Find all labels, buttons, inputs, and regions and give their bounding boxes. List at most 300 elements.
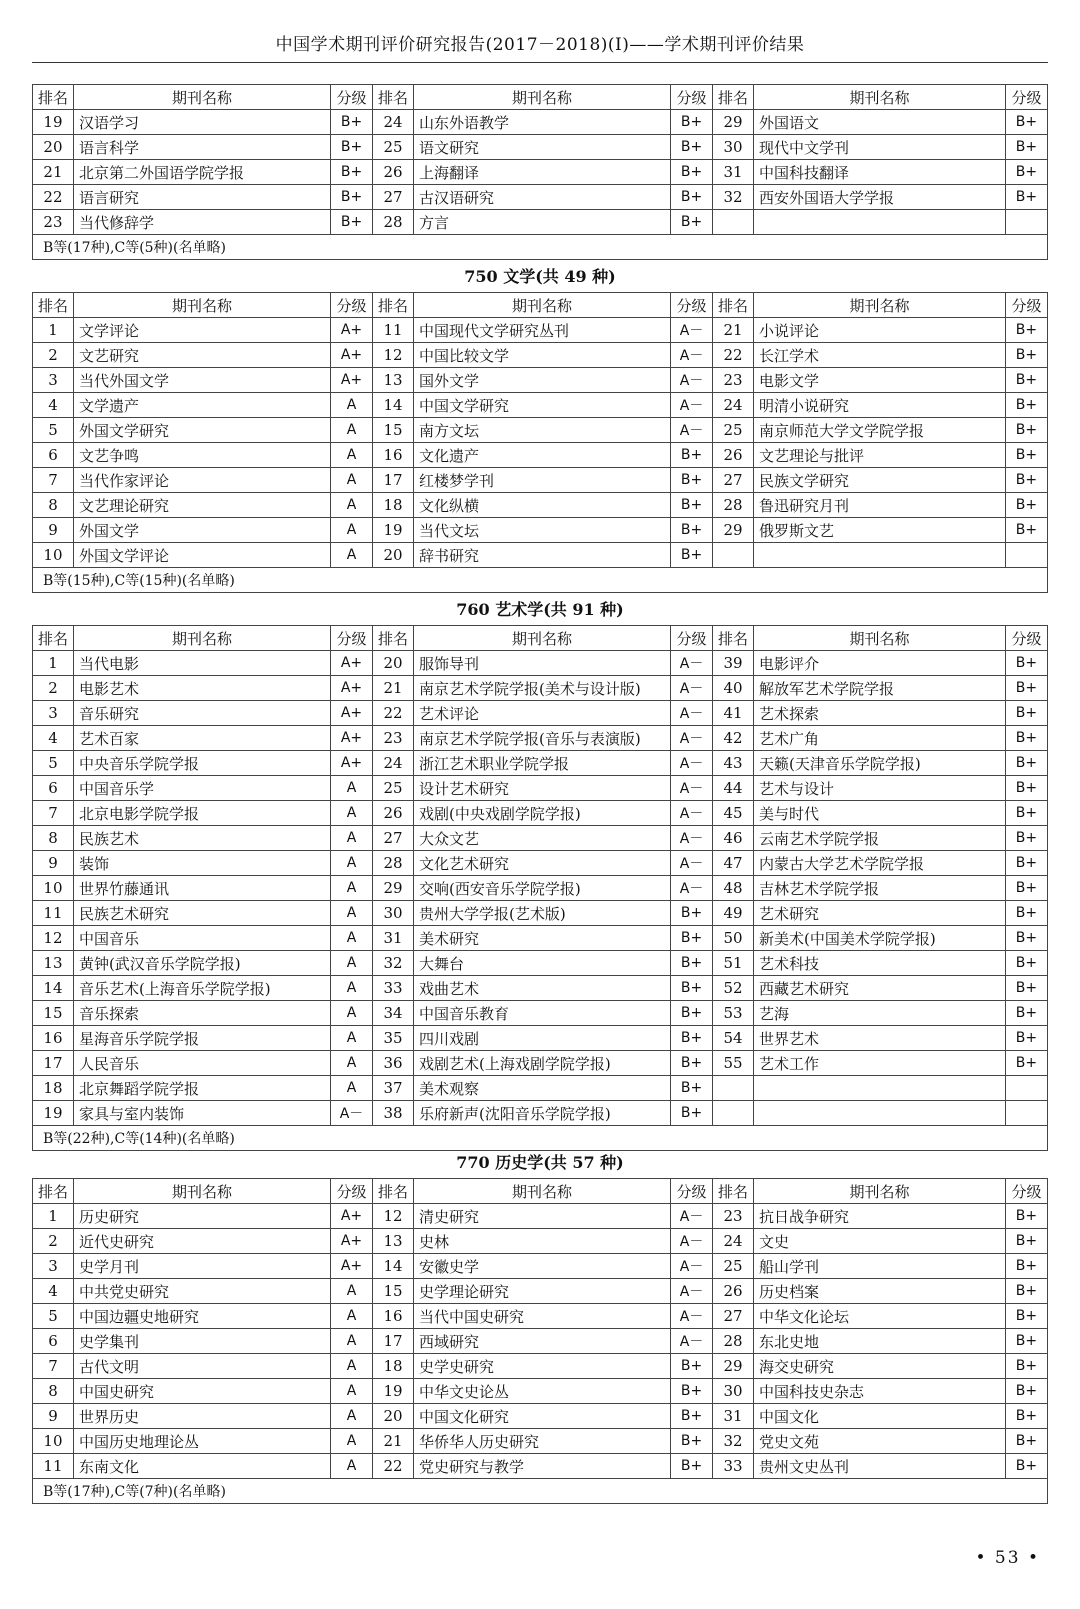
journal-name: 俄罗斯文艺 [753,518,1005,543]
journal-grade: A [331,1404,373,1429]
journal-name: 语言科学 [73,135,330,160]
journal-rank: 8 [33,1379,74,1404]
journal-grade: A－ [671,1254,713,1279]
journal-name: 华侨华人历史研究 [413,1429,670,1454]
journal-rank: 19 [373,518,414,543]
journal-name: 安徽史学 [413,1254,670,1279]
journal-rank: 35 [373,1026,414,1051]
journal-rank: 2 [33,676,74,701]
journal-rank: 8 [33,493,74,518]
journal-rank: 14 [373,1254,414,1279]
journal-rank: 5 [33,1304,74,1329]
journal-rank: 24 [373,751,414,776]
journal-rank: 13 [373,1229,414,1254]
table-row [33,210,1048,235]
table-row [33,1001,1048,1026]
journal-name: 中国科技翻译 [753,160,1005,185]
journal-rank: 9 [33,1404,74,1429]
journal-rank: 33 [373,976,414,1001]
journal-grade: A [331,926,373,951]
table-row [33,493,1048,518]
journal-name: 艺术科技 [753,951,1005,976]
journal-name: 西藏艺术研究 [753,976,1005,1001]
journal-rank: 22 [713,343,754,368]
journal-grade: A [331,1429,373,1454]
journal-name: 当代修辞学 [73,210,330,235]
table-row [33,318,1048,343]
journal-rank: 36 [373,1051,414,1076]
table-row [33,418,1048,443]
journal-grade: B+ [1005,1229,1047,1254]
journal-name: 历史研究 [73,1204,330,1229]
journal-name: 艺术研究 [753,901,1005,926]
journal-rank: 54 [713,1026,754,1051]
journal-grade: B+ [671,951,713,976]
journal-name: 史林 [413,1229,670,1254]
journal-name: 上海翻译 [413,160,670,185]
journal-name: 设计艺术研究 [413,776,670,801]
journal-grade: B+ [671,185,713,210]
journal-rank: 15 [373,418,414,443]
name-header: 期刊名称 [413,626,670,651]
journal-rank: 44 [713,776,754,801]
journal-grade: A－ [671,318,713,343]
journal-grade: B+ [1005,1404,1047,1429]
table-row [33,951,1048,976]
rank-header: 排名 [373,626,414,651]
journal-grade: B+ [671,518,713,543]
table-row [33,851,1048,876]
journal-grade: A [331,1076,373,1101]
page-number: • 53 • [975,1548,1040,1568]
table-row [33,1051,1048,1076]
journal-grade: B+ [671,976,713,1001]
journal-grade: A [331,776,373,801]
journal-grade: A [331,1304,373,1329]
journal-name: 美术观察 [413,1076,670,1101]
name-header: 期刊名称 [413,1179,670,1204]
journal-name: 文学遗产 [73,393,330,418]
journal-grade: A－ [671,1329,713,1354]
journal-name: 文化遗产 [413,443,670,468]
journal-grade: A [331,976,373,1001]
journal-rank: 29 [713,518,754,543]
name-header: 期刊名称 [413,85,670,110]
journal-rank: 17 [373,1329,414,1354]
journal-grade: B+ [671,1051,713,1076]
journal-rank: 14 [33,976,74,1001]
journal-rank: 2 [33,343,74,368]
table-row [33,651,1048,676]
journal-grade: B+ [671,135,713,160]
name-header: 期刊名称 [753,85,1005,110]
journal-rank: 20 [373,1404,414,1429]
journal-grade: A－ [671,651,713,676]
rank-header: 排名 [713,85,754,110]
journal-grade: B+ [671,1379,713,1404]
journal-grade: B+ [671,493,713,518]
journal-rank: 20 [33,135,74,160]
journal-name [753,543,1005,568]
journal-name: 清史研究 [413,1204,670,1229]
journal-name: 戏剧(中央戏剧学院学报) [413,801,670,826]
journal-grade: B+ [671,1429,713,1454]
journal-name: 北京第二外国语学院学报 [73,160,330,185]
journal-rank: 28 [713,493,754,518]
journal-rank: 13 [33,951,74,976]
journal-name: 美与时代 [753,801,1005,826]
journal-name: 语文研究 [413,135,670,160]
journal-rank: 10 [33,876,74,901]
table-row [33,701,1048,726]
journal-rank: 38 [373,1101,414,1126]
journal-grade: A [331,901,373,926]
journal-grade: B+ [1005,976,1047,1001]
journal-name: 文艺研究 [73,343,330,368]
journal-name: 音乐探索 [73,1001,330,1026]
journal-rank: 18 [33,1076,74,1101]
journal-grade: B+ [1005,651,1047,676]
journal-name: 艺术探索 [753,701,1005,726]
journal-grade: B+ [1005,751,1047,776]
journal-rank: 24 [713,393,754,418]
journal-rank: 23 [373,726,414,751]
journal-rank: 18 [373,1354,414,1379]
journal-grade [1005,210,1047,235]
journal-name: 艺海 [753,1001,1005,1026]
journal-grade: A [331,1051,373,1076]
journal-grade: B+ [1005,1051,1047,1076]
journal-grade: A－ [671,676,713,701]
journal-grade: B+ [331,160,373,185]
journal-grade: A [331,801,373,826]
journal-name: 解放军艺术学院学报 [753,676,1005,701]
journal-rank: 32 [713,1429,754,1454]
journal-rank: 20 [373,543,414,568]
journal-name: 外国语文 [753,110,1005,135]
journal-grade: B+ [331,110,373,135]
journal-name: 当代电影 [73,651,330,676]
journal-rank: 17 [373,468,414,493]
name-header: 期刊名称 [413,293,670,318]
journal-name: 中国文化研究 [413,1404,670,1429]
journal-name: 当代中国史研究 [413,1304,670,1329]
journal-grade: A+ [331,1254,373,1279]
journal-grade: A [331,468,373,493]
name-header: 期刊名称 [73,85,330,110]
table-row [33,1329,1048,1354]
name-header: 期刊名称 [73,626,330,651]
journal-name: 艺术广角 [753,726,1005,751]
journal-grade: B+ [1005,468,1047,493]
journal-rank: 26 [713,1279,754,1304]
journal-rank: 25 [373,776,414,801]
page-header: 中国学术期刊评价研究报告(2017－2018)(Ⅰ)——学术期刊评价结果 [275,35,805,55]
table-header-row [33,293,1048,318]
journal-grade: A [331,1379,373,1404]
journal-name: 文史 [753,1229,1005,1254]
grade-header: 分级 [331,85,373,110]
journal-name: 中国现代文学研究丛刊 [413,318,670,343]
grade-header: 分级 [671,85,713,110]
journal-grade: A－ [671,418,713,443]
journal-name: 中共党史研究 [73,1279,330,1304]
journal-name: 中国音乐学 [73,776,330,801]
journal-name: 辞书研究 [413,543,670,568]
journal-grade: B+ [671,443,713,468]
journal-rank: 39 [713,651,754,676]
table-row [33,1454,1048,1479]
journal-name: 新美术(中国美术学院学报) [753,926,1005,951]
table-header-row [33,1179,1048,1204]
journal-name: 现代中文学刊 [753,135,1005,160]
rank-header: 排名 [33,293,74,318]
journal-grade: B+ [671,901,713,926]
table-row [33,1279,1048,1304]
journal-rank: 27 [713,468,754,493]
table-row [33,1254,1048,1279]
journal-name: 船山学刊 [753,1254,1005,1279]
journal-name: 云南艺术学院学报 [753,826,1005,851]
journal-name: 红楼梦学刊 [413,468,670,493]
journal-name: 中国文化 [753,1404,1005,1429]
grade-header: 分级 [331,626,373,651]
section-title: 770 历史学(共 57 种) [456,1153,624,1172]
journal-rank: 29 [373,876,414,901]
journal-name: 西域研究 [413,1329,670,1354]
table-row [33,518,1048,543]
journal-grade: A－ [331,1101,373,1126]
name-header: 期刊名称 [73,293,330,318]
journal-rank: 25 [713,1254,754,1279]
journal-name: 音乐艺术(上海音乐学院学报) [73,976,330,1001]
journal-name: 中国边疆史地研究 [73,1304,330,1329]
table-row [33,751,1048,776]
journal-name: 浙江艺术职业学院学报 [413,751,670,776]
journal-grade: B+ [1005,1279,1047,1304]
grade-header: 分级 [671,626,713,651]
grade-count-note: B等(22种),C等(14种)(名单略) [33,1126,1048,1151]
journal-rank: 1 [33,318,74,343]
journal-rank: 32 [373,951,414,976]
grade-count-note: B等(17种),C等(7种)(名单略) [33,1479,1048,1504]
journal-name: 当代文坛 [413,518,670,543]
journal-grade [1005,1101,1047,1126]
journal-name: 山东外语教学 [413,110,670,135]
journal-name: 音乐研究 [73,701,330,726]
journal-name: 中国音乐教育 [413,1001,670,1026]
journal-name: 西安外国语大学学报 [753,185,1005,210]
journal-name: 民族文学研究 [753,468,1005,493]
journal-name: 星海音乐学院学报 [73,1026,330,1051]
journal-grade: B+ [1005,318,1047,343]
journal-rank: 48 [713,876,754,901]
section-title: 750 文学(共 49 种) [464,267,616,286]
journal-rank: 22 [373,1454,414,1479]
journal-rank: 40 [713,676,754,701]
journal-name: 文化艺术研究 [413,851,670,876]
grade-header: 分级 [671,293,713,318]
journal-grade: B+ [1005,826,1047,851]
journal-name: 明清小说研究 [753,393,1005,418]
journal-grade: A [331,1329,373,1354]
journal-rank: 19 [373,1379,414,1404]
journal-grade: A [331,876,373,901]
journal-name: 天籁(天津音乐学院学报) [753,751,1005,776]
journal-grade: A+ [331,368,373,393]
journal-grade: B+ [1005,518,1047,543]
journal-rank: 25 [713,418,754,443]
journal-rank: 53 [713,1001,754,1026]
rank-header: 排名 [373,85,414,110]
journal-rank: 4 [33,393,74,418]
table-row [33,135,1048,160]
journal-name: 北京舞蹈学院学报 [73,1076,330,1101]
journal-name: 近代史研究 [73,1229,330,1254]
journal-name: 中国文学研究 [413,393,670,418]
table-row [33,1304,1048,1329]
journal-name: 南方文坛 [413,418,670,443]
rank-header: 排名 [373,293,414,318]
journal-name: 史学集刊 [73,1329,330,1354]
table-header-row [33,85,1048,110]
journal-name: 大众文艺 [413,826,670,851]
journal-rank: 26 [373,160,414,185]
journal-grade: B+ [1005,493,1047,518]
journal-rank: 30 [713,1379,754,1404]
journal-rank: 25 [373,135,414,160]
journal-rank: 27 [713,1304,754,1329]
journal-grade: A－ [671,876,713,901]
journal-rank: 55 [713,1051,754,1076]
table-row [33,1229,1048,1254]
journal-grade: B+ [1005,776,1047,801]
journal-rank: 14 [373,393,414,418]
journal-grade: B+ [1005,1379,1047,1404]
journal-ranking-table [32,1178,1048,1504]
journal-grade: B+ [1005,876,1047,901]
journal-rank: 24 [713,1229,754,1254]
rank-header: 排名 [713,293,754,318]
journal-grade: A [331,1001,373,1026]
journal-grade: B+ [1005,901,1047,926]
journal-name: 世界历史 [73,1404,330,1429]
journal-name: 吉林艺术学院学报 [753,876,1005,901]
journal-grade: A－ [671,801,713,826]
journal-grade: A+ [331,1204,373,1229]
journal-name [753,1101,1005,1126]
journal-name: 戏剧艺术(上海戏剧学院学报) [413,1051,670,1076]
journal-grade: B+ [671,1454,713,1479]
journal-name [753,210,1005,235]
journal-grade: B+ [331,135,373,160]
journal-rank [713,543,754,568]
table-row [33,1404,1048,1429]
journal-name: 外国文学研究 [73,418,330,443]
journal-grade: B+ [1005,1001,1047,1026]
journal-name: 中国史研究 [73,1379,330,1404]
journal-grade: B+ [1005,343,1047,368]
journal-grade: A [331,493,373,518]
journal-ranking-table [32,84,1048,260]
journal-rank: 7 [33,801,74,826]
journal-rank: 41 [713,701,754,726]
journal-grade: B+ [1005,1454,1047,1479]
journal-name: 艺术与设计 [753,776,1005,801]
journal-grade: A－ [671,701,713,726]
journal-rank: 46 [713,826,754,851]
journal-rank: 11 [33,901,74,926]
journal-grade: A+ [331,726,373,751]
journal-rank: 42 [713,726,754,751]
table-row [33,343,1048,368]
table-row [33,1379,1048,1404]
journal-grade: A－ [671,726,713,751]
journal-rank: 20 [373,651,414,676]
journal-grade: B+ [1005,393,1047,418]
journal-name: 史学理论研究 [413,1279,670,1304]
journal-grade: A+ [331,701,373,726]
journal-grade: B+ [1005,443,1047,468]
table-row [33,1354,1048,1379]
journal-rank: 6 [33,776,74,801]
journal-rank [713,1101,754,1126]
journal-name: 戏曲艺术 [413,976,670,1001]
rank-header: 排名 [33,1179,74,1204]
journal-name: 中华文化论坛 [753,1304,1005,1329]
journal-grade: A [331,543,373,568]
journal-name: 小说评论 [753,318,1005,343]
journal-rank: 27 [373,185,414,210]
journal-grade: A [331,851,373,876]
journal-rank: 1 [33,651,74,676]
journal-name: 东北史地 [753,1329,1005,1354]
grade-count-note: B等(17种),C等(5种)(名单略) [33,235,1048,260]
journal-grade: B+ [331,185,373,210]
table-row [33,468,1048,493]
journal-name: 家具与室内装饰 [73,1101,330,1126]
journal-rank: 45 [713,801,754,826]
journal-grade: A [331,826,373,851]
journal-grade: A+ [331,676,373,701]
table-row [33,543,1048,568]
journal-grade: A－ [671,393,713,418]
journal-rank: 21 [373,1429,414,1454]
journal-grade: A [331,443,373,468]
journal-name: 交响(西安音乐学院学报) [413,876,670,901]
journal-rank: 32 [713,185,754,210]
table-row [33,826,1048,851]
journal-grade: B+ [1005,1026,1047,1051]
journal-name: 世界艺术 [753,1026,1005,1051]
journal-name: 电影文学 [753,368,1005,393]
journal-rank: 9 [33,518,74,543]
journal-name: 史学月刊 [73,1254,330,1279]
journal-grade: A－ [671,1279,713,1304]
journal-grade: B+ [1005,676,1047,701]
journal-rank: 28 [373,851,414,876]
journal-rank: 51 [713,951,754,976]
table-row [33,901,1048,926]
journal-grade: B+ [1005,1204,1047,1229]
journal-grade: A [331,393,373,418]
journal-grade: A－ [671,851,713,876]
journal-rank: 52 [713,976,754,1001]
journal-rank: 19 [33,110,74,135]
journal-name: 国外文学 [413,368,670,393]
journal-grade [1005,1076,1047,1101]
journal-rank: 16 [33,1026,74,1051]
